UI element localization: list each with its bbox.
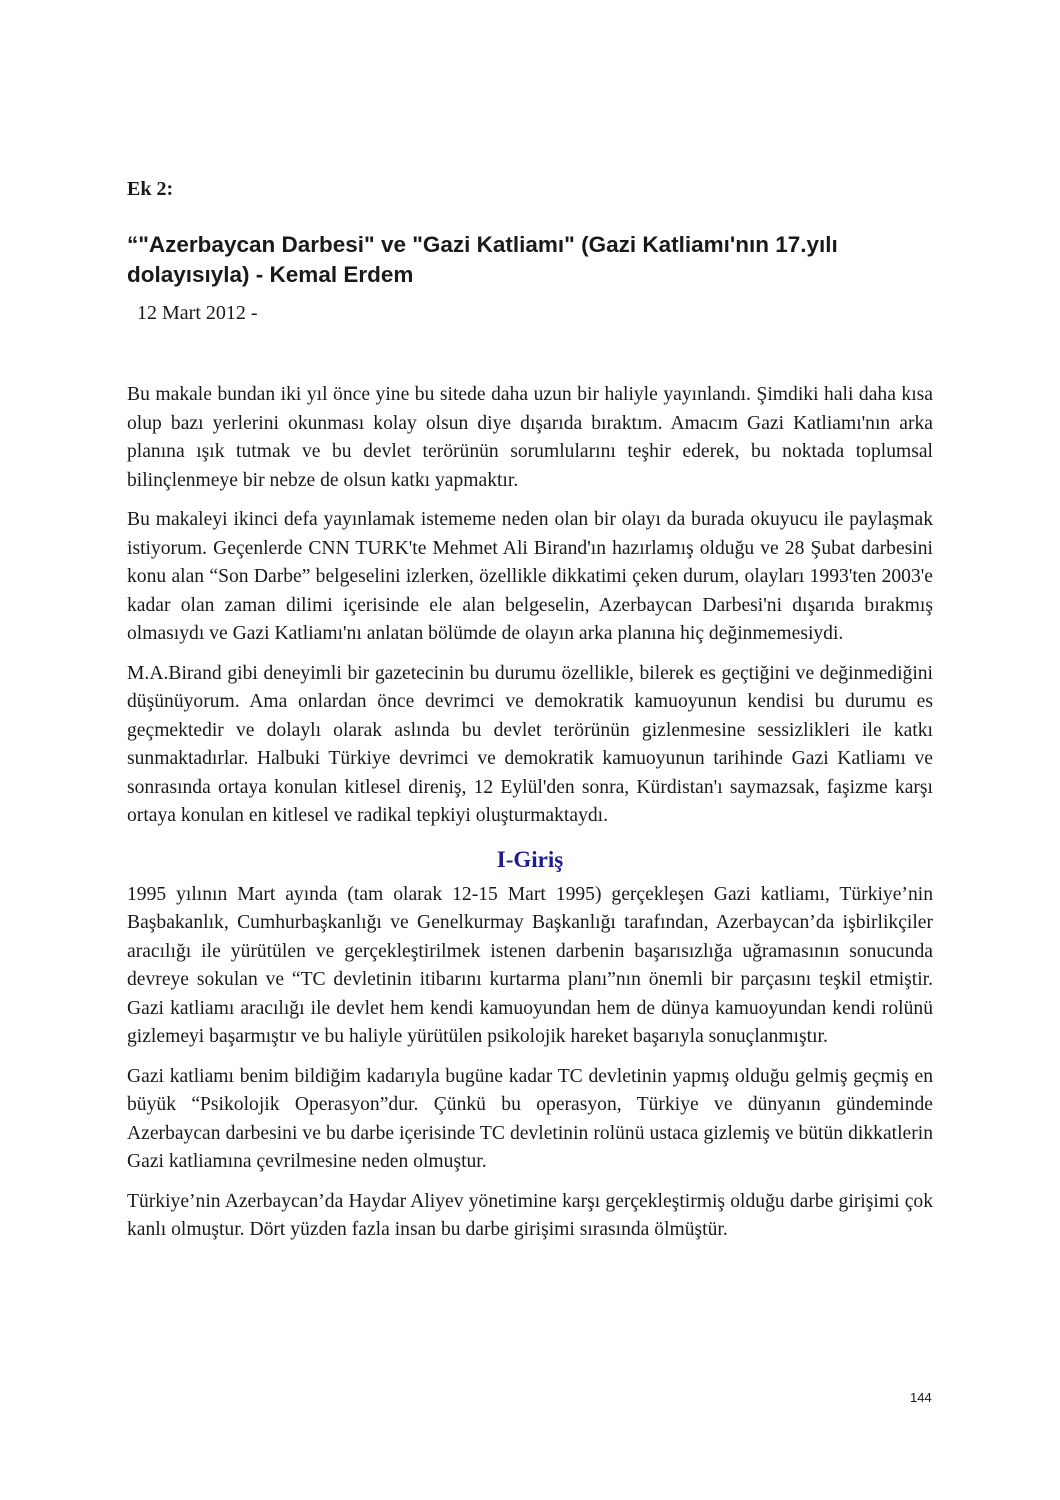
paragraph: Türkiye’nin Azerbaycan’da Haydar Aliyev yönetimine karşı gerçekleştirmiş olduğu darbe girişimi çok kanlı olmuştur. Dört yüzden fazla insan bu darbe girişimi sırasında ölmüştür.	[127, 1190, 933, 1240]
article-date: 12 Mart 2012 -	[137, 302, 258, 324]
paragraph: M.A.Birand gibi deneyimli bir gazetecinin bu durumu özellikle, bilerek es geçtiğini ve değinmediğini düşünüyorum. Ama onlardan önce devrimci ve demokratik kamuoyunun kendisi bu durumu es geçmektedir ve dolaylı olarak aslında bu devlet terörünün gizlenmesine sessizlikleri ile katkı sunmaktadırlar. Halbuki Türkiye devrimci ve demokratik kamuoyunun tarihinde Gazi Katliamı ve sonrasında ortaya konulan kitlesel direniş, 12 Eylül'den sonra, Kürdistan'ı saymazsak, faşizme karşı ortaya konulan en kitlesel ve radikal tepkiyi oluşturmaktaydı.	[127, 662, 933, 826]
paragraph: Bu makale bundan iki yıl önce yine bu sitede daha uzun bir haliyle yayınlandı. Şimdiki hali daha kısa olup bazı yerlerini okunması kolay olsun diye dışarıda bıraktım. Amacım Gazi Katliamı'nın arka planına ışık tutmak ve bu devlet terörünün sorumlularını teşhir ederek, bu noktada toplumsal bilinçlenmeye bir nebze de olsun katkı yapmaktır.	[127, 384, 933, 491]
article-body	[127, 381, 933, 1256]
page-number: 144	[910, 1390, 932, 1405]
section-heading: I-Giriş	[496, 846, 564, 872]
article-title: “"Azerbaycan Darbesi" ve "Gazi Katliamı" (Gazi Katliamı'nın 17.yılı dolayısıyla) - Kemal Erdem	[127, 232, 838, 287]
appendix-label: Ek 2:	[127, 178, 174, 200]
paragraph: Gazi katliamı benim bildiğim kadarıyla bugüne kadar TC devletinin yapmış olduğu gelmiş geçmiş en büyük “Psikolojik Operasyon”dur. Çünkü bu operasyon, Türkiye ve dünyanın gündeminde Azerbaycan darbesini ve bu darbe içerisinde TC devletinin rolünü ustaca gizlemiş ve bütün dikkatlerin Gazi katliamına çevrilmesine neden olmuştur.	[127, 1065, 933, 1172]
paragraph: Bu makaleyi ikinci defa yayınlamak istememe neden olan bir olayı da burada okuyucu ile paylaşmak istiyorum. Geçenlerde CNN TURK'te Mehmet Ali Birand'ın hazırlamış olduğu ve 28 Şubat darbesini konu alan “Son Darbe” belgeselini izlerken, özellikle dikkatimi çeken durum, olayları 1993'ten 2003'e kadar olan zaman dilimi içerisinde ele alan belgeselin, Azerbaycan Darbesi'ni dışarıda bırakmış olmasıydı ve Gazi Katliamı'nı anlatan bölümde de olayın arka planına hiç değinmemesiydi.	[127, 509, 933, 644]
paragraph: 1995 yılının Mart ayında (tam olarak 12-15 Mart 1995) gerçekleşen Gazi katliamı, Türkiye’nin Başbakanlık, Cumhurbaşkanlığı ve Genelkurmay Başkanlığı tarafından, Azerbaycan’da işbirlikçiler aracılığı ile yürütülen ve gerçekleştirilmek istenen darbenin başarısızlığa uğramasının sonucunda devreye sokulan ve “TC devletinin itibarını kurtarma planı”nın önemli bir parçasını teşkil etmiştir. Gazi katliamı aracılığı ile devlet hem kendi kamuoyundan hem de dünya kamuoyundan kendi rolünü gizlemeyi başarmıştır ve bu haliyle yürütülen psikolojik hareket başarıyla sonuçlanmıştır.	[127, 883, 933, 1047]
